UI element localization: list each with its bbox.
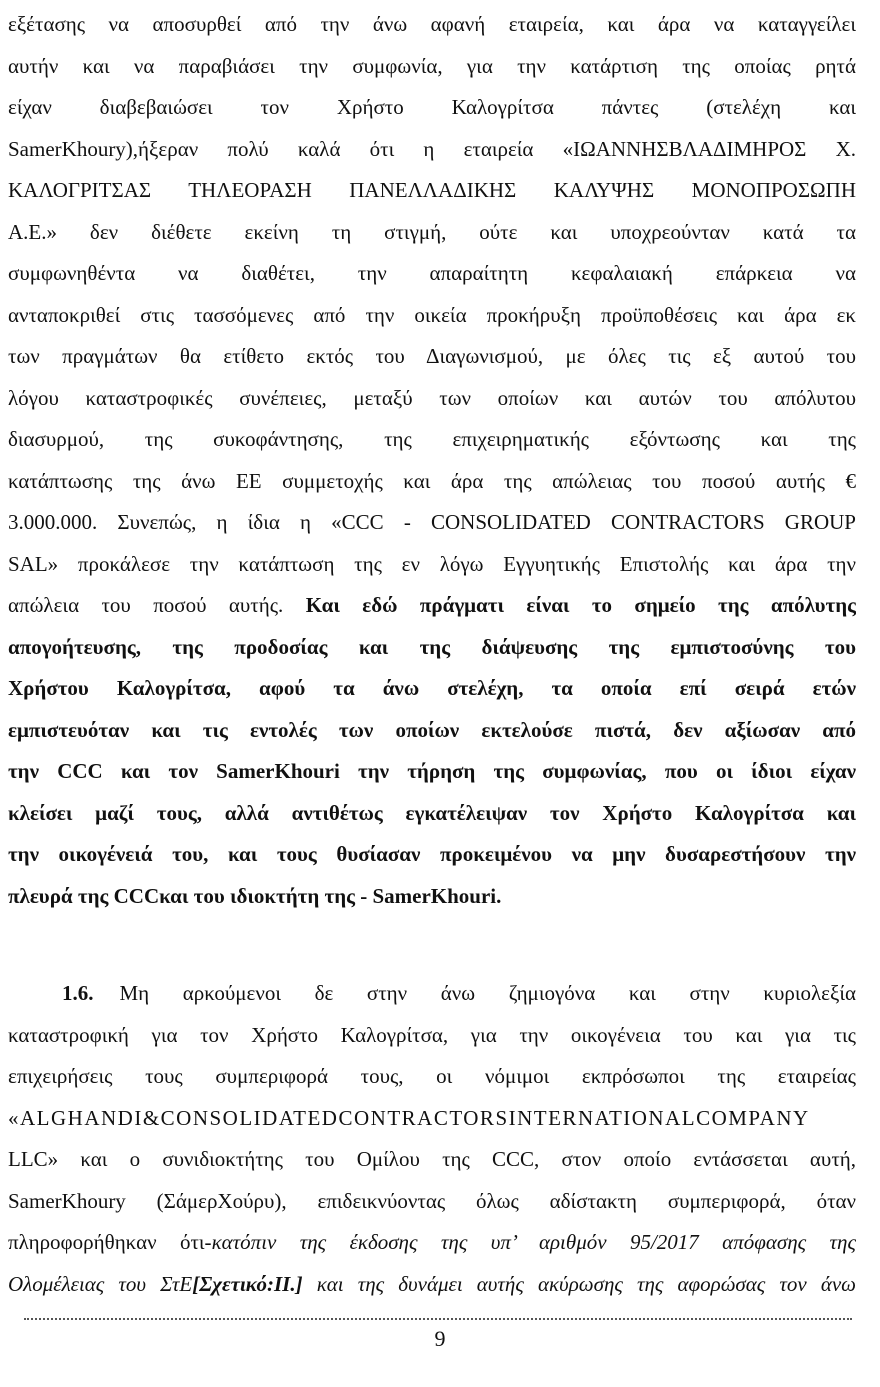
paragraph-continuation	[8, 4, 856, 917]
text-block	[8, 4, 856, 1305]
text-run: πληροφορήθηκαν ότι-	[8, 1230, 212, 1254]
text-line-bold: κλείσει μαζί τους, αλλά αντιθέτως εγκατέλειψαν τον Χρήστο Καλογρίτσα και	[8, 800, 856, 825]
text-line-bold: Χρήστου Καλογρίτσα, αφού τα άνω στελέχη, τα οποία επί σειρά ετών	[8, 676, 856, 700]
text-run-italic: Ολομέλειας του ΣτΕ	[8, 1271, 193, 1296]
text-line: συμφωνηθέντα να διαθέτει, την απαραίτητη κεφαλαιακή επάρκεια να	[8, 261, 856, 285]
text-line: ανταποκριθεί στις τασσόμενες από την οικεία προκήρυξη προϋποθέσεις και άρα εκ	[8, 302, 856, 327]
text-run: Μη αρκούμενοι δε στην άνω ζημιογόνα και στην κυριολεξία	[119, 981, 856, 1005]
text-line: SamerKhoury),ήξεραν πολύ καλά ότι η εταιρεία «ΙΩΑΝΝΗΣΒΛΑΔΙΜΗΡΟΣ Χ.	[8, 136, 856, 161]
text-line-bold: απογοήτευσης, της προδοσίας και της διάψευσης της εμπιστοσύνης του	[8, 634, 856, 659]
text-line: αυτήν και να παραβιάσει την συμφωνία, για την κατάρτιση της οποίας ρητά	[8, 53, 856, 78]
text-line: LLC» και ο συνιδιοκτήτης του Ομίλου της CCC, στον οποίο εντάσσεται αυτή,	[8, 1147, 856, 1171]
text-line: επιχειρήσεις τους συμπεριφορά τους, οι νόμιμοι εκπρόσωποι της εταιρείας	[8, 1064, 856, 1088]
footer-separator	[24, 1318, 852, 1320]
text-line: «ALGHANDI&CONSOLIDATEDCONTRACTORSINTERNATIONALCOMPANY	[8, 1105, 810, 1130]
section-number: 1.6.	[62, 981, 94, 1005]
text-run: απώλεια του ποσού αυτής.	[8, 593, 306, 617]
text-line: κατάπτωσης της άνω ΕΕ συμμετοχής και άρα της απώλειας του ποσού αυτής €	[8, 468, 856, 493]
text-line: λόγου καταστροφικές συνέπειες, μεταξύ των οποίων και αυτών του απόλυτου	[8, 385, 856, 410]
text-line: SamerKhoury (ΣάμερΧούρυ), επιδεικνύοντας όλως αδίστακτη συμπεριφορά, όταν	[8, 1188, 856, 1213]
text-run-italic: κατόπιν της έκδοσης της υπ’ αριθμόν 95/2017 απόφασης της	[211, 1230, 856, 1254]
text-line: εξέτασης να αποσυρθεί από την άνω αφανή εταιρεία, και άρα να καταγγείλει	[8, 12, 856, 36]
text-line-bold: πλευρά της CCCκαι του ιδιοκτήτη της - SamerKhouri.	[8, 883, 502, 908]
page-number: 9	[434, 1326, 446, 1351]
text-line-bold: την οικογένειά του, και τους θυσίασαν προκειμένου να μην δυσαρεστήσουν την	[8, 842, 856, 866]
text-line: SAL» προκάλεσε την κατάπτωση της εν λόγω Εγγυητικής Επιστολής και άρα την	[8, 551, 856, 576]
text-line: είχαν διαβεβαιώσει τον Χρήστο Καλογρίτσα πάντες (στελέχη και	[8, 95, 856, 119]
text-line-mixed	[8, 585, 856, 627]
text-run-italic: και της δυνάμει αυτής ακύρωσης της αφορώσας τον άνω	[302, 1271, 856, 1296]
text-line-mixed	[8, 1264, 856, 1306]
text-line: 3.000.000. Συνεπώς, η ίδια η «CCC - CONSOLIDATED CONTRACTORS GROUP	[8, 510, 856, 534]
text-line-numbered	[8, 973, 856, 1015]
text-line: διασυρμού, της συκοφάντησης, της επιχειρηματικής εξόντωσης και της	[8, 427, 856, 451]
text-line-bold: εμπιστευόταν και τις εντολές των οποίων εκτελούσε πιστά, δεν αξίωσαν από	[8, 717, 856, 742]
paragraph-1-6	[8, 973, 856, 1305]
text-line-mixed	[8, 1222, 856, 1264]
text-line-bold: την CCC και τον SamerKhouri την τήρηση της συμφωνίας, που οι ίδιοι είχαν	[8, 759, 856, 783]
text-run-bold-italic: [Σχετικό:ΙΙ.]	[192, 1271, 303, 1296]
text-line: ΚΑΛΟΓΡΙΤΣΑΣ ΤΗΛΕΟΡΑΣΗ ΠΑΝΕΛΛΑΔΙΚΗΣ ΚΑΛΥΨΗΣ ΜΟΝΟΠΡΟΣΩΠΗ	[8, 178, 856, 202]
text-line: των πραγμάτων θα ετίθετο εκτός του Διαγωνισμού, με όλες τις εξ αυτού του	[8, 344, 856, 368]
text-line: Α.Ε.» δεν διέθετε εκείνη τη στιγμή, ούτε και υποχρεούνταν κατά τα	[8, 219, 856, 244]
text-run-bold: Και εδώ πράγματι είναι το σημείο της απόλυτης	[305, 593, 856, 617]
text-line: καταστροφική για τον Χρήστο Καλογρίτσα, για την οικογένεια του και για τις	[8, 1022, 856, 1047]
